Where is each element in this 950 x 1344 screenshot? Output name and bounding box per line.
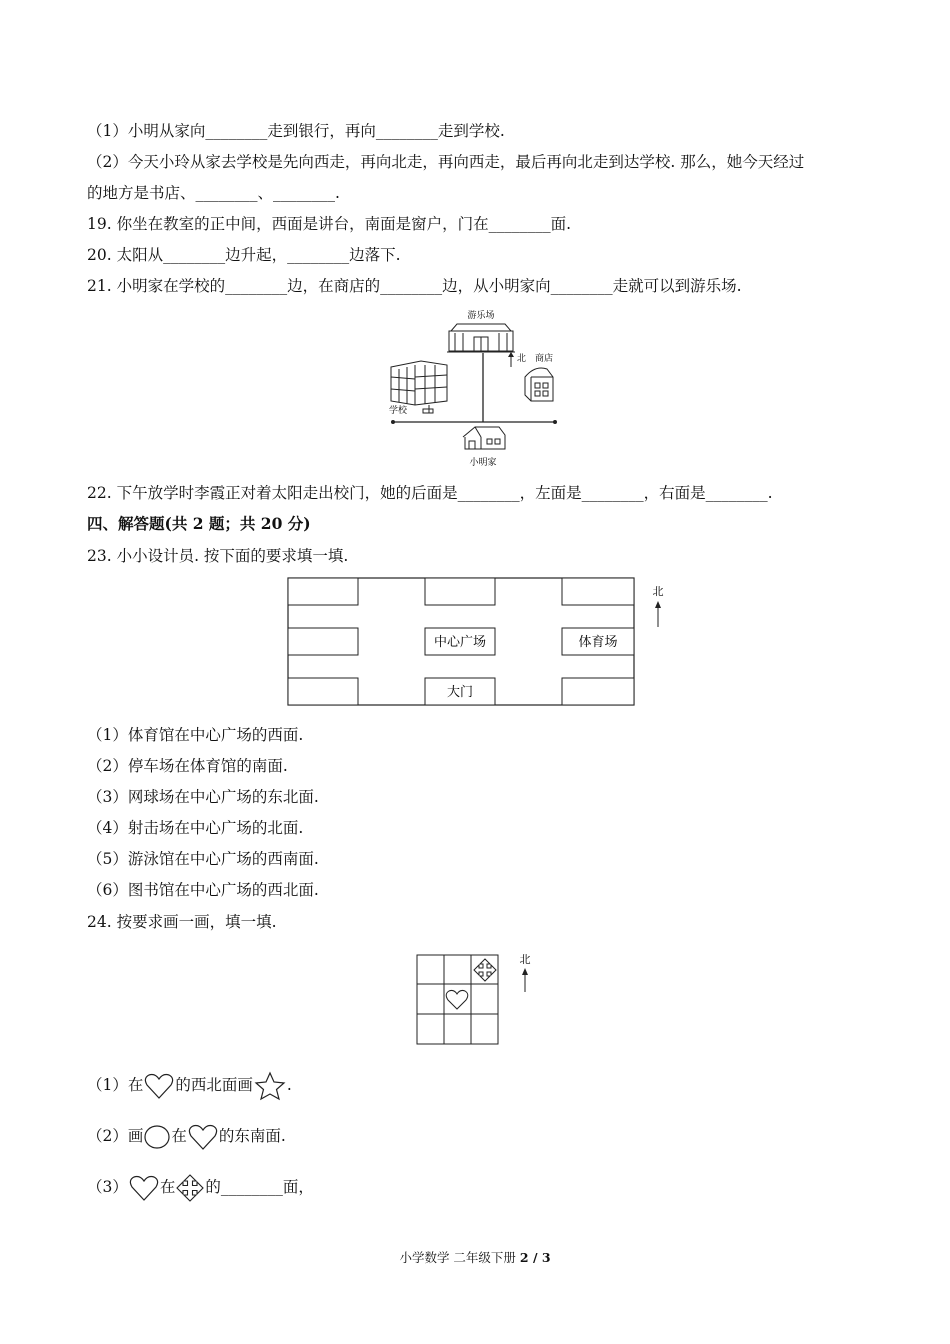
q18-part2-line2: 的地方是书店、________、________. [87, 184, 340, 202]
q24-item-2 [87, 1119, 286, 1153]
shop-icon [525, 368, 553, 401]
north-arrow-icon [508, 352, 514, 367]
amusement-park-label: 游乐场 [467, 311, 495, 321]
q24-item-3 [87, 1170, 314, 1204]
heart-icon [187, 1122, 219, 1152]
section-4-heading: 四、解答题(共 2 题；共 20 分) [87, 514, 311, 533]
q24-item3-text-c: 的________面， [205, 1178, 314, 1196]
q24-grid-figure [410, 948, 540, 1048]
question-24: 24. 按要求画一画，填一填. [87, 913, 277, 931]
empty-box [562, 578, 634, 605]
star-icon [253, 1071, 287, 1101]
q24-item3-text-a: （3） [87, 1178, 128, 1196]
q24-item1-text-a: （1）在 [87, 1076, 144, 1094]
empty-box [288, 628, 358, 655]
page-number: 2 / 3 [519, 1250, 551, 1265]
four-way-arrow-icon [175, 1173, 205, 1203]
question-22: 22. 下午放学时李霞正对着太阳走出校门，她的后面是________，左面是________，右面是________. [87, 484, 773, 502]
q24-item2-text-c: 的东南面. [218, 1127, 286, 1145]
q18-part1: （1）小明从家向________走到银行，再向________走到学校. [87, 122, 505, 140]
q23-item-5: （5）游泳馆在中心广场的西南面. [87, 850, 319, 868]
heart-icon [143, 1071, 175, 1101]
gate-label: 大门 [446, 685, 474, 700]
q23-item-4: （4）射击场在中心广场的北面. [87, 819, 304, 837]
q24-item2-text-a: （2）画 [87, 1127, 144, 1145]
circle-icon [143, 1124, 171, 1150]
empty-box [288, 578, 358, 605]
q23-item-1: （1）体育馆在中心广场的西面. [87, 726, 304, 744]
stadium-label: 体育场 [578, 635, 618, 650]
footer-text: 小学数学 二年级下册 [399, 1250, 520, 1265]
q24-item1-text-c: . [286, 1076, 292, 1094]
question-21: 21. 小明家在学校的________边，在商店的________边，从小明家向________走就可以到游乐场. [87, 277, 742, 295]
question-19: 19. 你坐在教室的正中间，西面是讲台，南面是窗户，门在________面. [87, 215, 572, 233]
q23-item-6: （6）图书馆在中心广场的西北面. [87, 881, 319, 899]
q24-item2-text-b: 在 [171, 1127, 187, 1145]
heart-icon [128, 1173, 160, 1203]
page-footer [0, 1248, 950, 1266]
home-icon [463, 427, 505, 449]
q23-item-3: （3）网球场在中心广场的东北面. [87, 788, 319, 806]
q24-item-1 [87, 1068, 292, 1102]
home-label: 小明家 [469, 458, 497, 468]
north-label: 北 [517, 354, 527, 364]
amusement-park-icon [447, 324, 515, 352]
plaza-label: 中心广场 [433, 635, 487, 650]
q23-layout-figure [285, 575, 675, 710]
q23-item-2: （2）停车场在体育馆的南面. [87, 757, 288, 775]
question-23: 23. 小小设计员. 按下面的要求填一填. [87, 547, 349, 565]
q21-map-figure [385, 305, 565, 475]
empty-box [288, 678, 358, 705]
shop-label: 商店 [535, 354, 554, 364]
empty-box [425, 578, 495, 605]
north-arrow-icon [522, 968, 528, 992]
q24-item1-text-b: 的西北面画 [175, 1076, 253, 1094]
north-label: 北 [652, 585, 664, 598]
q24-item3-text-b: 在 [159, 1178, 176, 1196]
school-label: 学校 [389, 406, 408, 416]
heart-icon [446, 990, 468, 1009]
four-way-arrow-icon [474, 959, 496, 981]
north-label: 北 [519, 953, 531, 966]
empty-box [562, 678, 634, 705]
q18-part2-line1: （2）今天小玲从家去学校是先向西走，再向北走，再向西走，最后再向北走到达学校. 那么，她今天经过 [87, 153, 805, 171]
north-arrow-icon [655, 601, 661, 627]
question-20: 20. 太阳从________边升起，________边落下. [87, 246, 401, 264]
